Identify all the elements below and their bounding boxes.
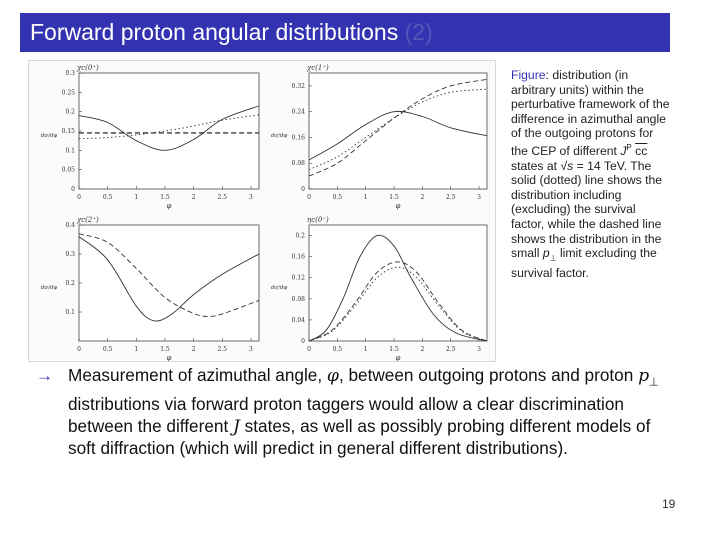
x-tick-label: 1 — [134, 346, 139, 353]
caption-text-b: states at — [511, 158, 561, 173]
caption-p-sub: ⊥ — [549, 253, 557, 263]
panel-label: ηc(0⁻) — [307, 216, 329, 224]
x-tick-label: 2.5 — [445, 194, 456, 201]
body-text-c: distributions via forward proton taggers would allow a clear discrimination between the different — [68, 394, 624, 436]
x-tick-label: 1.5 — [389, 194, 399, 201]
body-text-d: states, as well as possibly probing different models of soft diffraction (which will predict in general different distributions). — [68, 415, 651, 459]
y-axis-label: dσ/dφ — [40, 284, 58, 291]
plot-frame-0 — [79, 73, 259, 189]
x-tick-label: 2 — [420, 346, 425, 353]
y-axis-label: dσ/dφ — [40, 132, 58, 139]
figure-caption — [511, 68, 671, 281]
x-tick-label: 0.5 — [102, 346, 113, 353]
x-tick-label: 3 — [477, 194, 481, 201]
y-tick-label: 0.15 — [61, 128, 75, 135]
y-tick-label: 0.32 — [291, 82, 305, 90]
x-tick-label: 0 — [307, 194, 311, 201]
y-tick-label: 0.3 — [65, 70, 75, 77]
y-tick-label: 0.04 — [291, 316, 305, 324]
x-tick-label: 0.5 — [102, 194, 113, 201]
body-p: p — [638, 366, 650, 386]
x-tick-label: 1 — [134, 194, 139, 201]
y-tick-label: 0.4 — [65, 222, 75, 229]
y-tick-label: 0.25 — [61, 89, 75, 97]
y-tick-label: 0.12 — [291, 274, 305, 282]
caption-text-d: limit excluding the survival factor. — [511, 246, 657, 281]
panel-label: χc(0⁺) — [77, 64, 99, 72]
x-tick-label: 2 — [191, 194, 196, 201]
x-tick-label: 3 — [477, 346, 481, 353]
x-tick-label: 0 — [77, 194, 81, 201]
y-tick-label: 0.2 — [65, 280, 75, 287]
page-number: 19 — [662, 497, 676, 511]
body-text — [68, 365, 668, 460]
x-axis-label: φ — [395, 354, 401, 361]
x-tick-label: 2.5 — [217, 194, 228, 201]
caption-p: p — [542, 246, 550, 261]
caption-text-c: = 14 TeV. The solid (dotted) line shows the distribution including (excluding) the survival factor, while the dashed line shows the distribution in the small — [511, 158, 663, 261]
caption-sqrt: √s — [560, 158, 574, 173]
y-tick-label: 0 — [71, 186, 75, 193]
x-tick-label: 3 — [249, 346, 253, 353]
x-axis-label: φ — [395, 202, 401, 210]
x-tick-label: 2.5 — [445, 346, 456, 353]
y-axis-label: dσ/dφ — [270, 132, 288, 139]
body-p-sub: ⊥ — [649, 376, 659, 389]
caption-label: Figure — [511, 68, 546, 82]
y-tick-label: 0.2 — [295, 232, 305, 240]
caption-jp-sup: P — [626, 142, 632, 152]
x-tick-label: 1 — [363, 346, 368, 353]
y-tick-label: 0.2 — [65, 108, 75, 116]
x-tick-label: 1 — [363, 194, 368, 201]
x-tick-label: 2 — [191, 346, 196, 353]
figure-plots-svg — [29, 61, 495, 361]
plot-frame-1 — [309, 73, 487, 189]
x-tick-label: 1.5 — [160, 346, 170, 353]
panel-label: χc(2⁺) — [77, 216, 99, 224]
x-axis-label: φ — [166, 354, 172, 361]
caption-cc: $\overline{cc}$ — [635, 144, 648, 159]
slide-title-text: Forward proton angular distributions — [30, 19, 399, 45]
x-tick-label: 0 — [307, 346, 311, 353]
caption-jp: J — [620, 144, 627, 159]
y-tick-label: 0.16 — [291, 253, 305, 261]
body-text-a: Measurement of azimuthal angle, — [68, 365, 327, 385]
x-tick-label: 2 — [420, 194, 425, 201]
y-axis-label: dσ/dφ — [270, 284, 288, 291]
y-tick-label: 0.16 — [291, 134, 305, 142]
y-tick-label: 0 — [301, 186, 305, 193]
y-tick-label: 0 — [301, 338, 305, 345]
bullet-arrow: → — [36, 366, 53, 385]
x-tick-label: 1.5 — [389, 346, 399, 353]
slide-title — [30, 19, 433, 46]
slide-title-suffix: (2) — [404, 19, 433, 45]
plot-frame-2 — [79, 225, 259, 341]
plot-frame-3 — [309, 225, 487, 341]
y-tick-label: 0.3 — [65, 251, 75, 258]
figure-panels — [28, 60, 496, 362]
panel-label: χc(1⁺) — [307, 64, 329, 72]
y-tick-label: 0.08 — [291, 160, 305, 168]
x-tick-label: 3 — [249, 194, 253, 201]
caption-text-a: : distribution (in arbitrary units) within the perturbative framework of the difference in azimuthal angle of the outgoing protons for the CEP of different — [511, 68, 670, 159]
y-tick-label: 0.1 — [65, 309, 75, 316]
x-tick-label: 0.5 — [332, 346, 343, 353]
y-tick-label: 0.05 — [61, 166, 75, 174]
x-tick-label: 1.5 — [160, 194, 170, 201]
y-tick-label: 0.24 — [291, 108, 305, 116]
body-text-b: , between outgoing protons and proton — [338, 365, 639, 385]
y-tick-label: 0.08 — [291, 295, 305, 303]
x-tick-label: 0 — [77, 346, 81, 353]
x-axis-label: φ — [166, 202, 172, 210]
body-j: J — [233, 416, 240, 437]
body-phi: φ — [326, 366, 339, 386]
x-tick-label: 0.5 — [332, 194, 343, 201]
y-tick-label: 0.1 — [65, 147, 75, 155]
title-bar — [20, 13, 670, 52]
x-tick-label: 2.5 — [217, 346, 228, 353]
